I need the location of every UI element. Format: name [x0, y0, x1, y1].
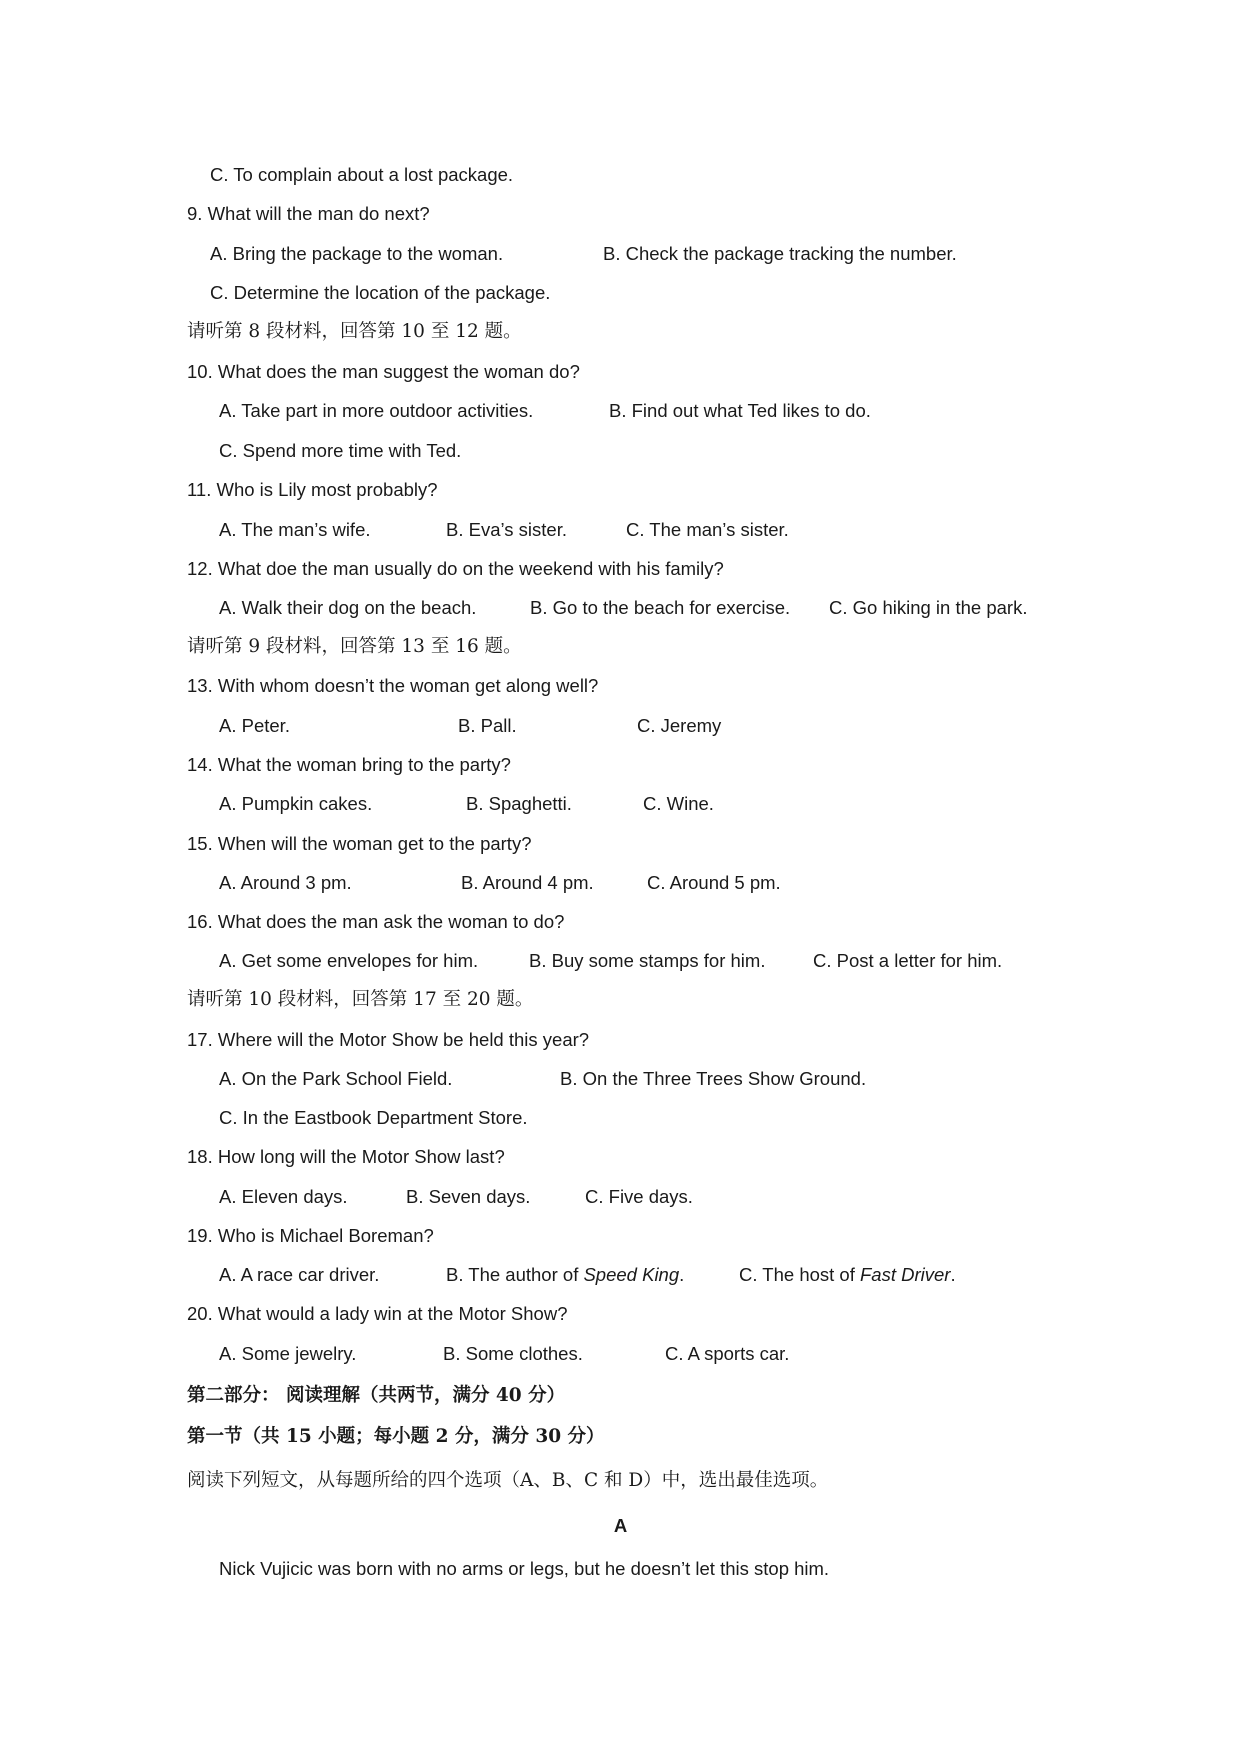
q14-stem: 14. What the woman bring to the party? [187, 754, 511, 775]
q9-stem: 9. What will the man do next? [187, 203, 430, 224]
q9-option-b: B. Check the package tracking the number. [603, 243, 957, 264]
q19-option-a: A. A race car driver. [219, 1264, 380, 1285]
q16-option-a: A. Get some envelopes for him. [219, 950, 479, 971]
q14-option-a: A. Pumpkin cakes. [219, 793, 373, 814]
q13-option-b: B. Pall. [458, 715, 517, 736]
q13-stem: 13. With whom doesn’t the woman get along well? [187, 675, 599, 696]
q12-option-a: A. Walk their dog on the beach. [219, 597, 477, 618]
q15-option-a: A. Around 3 pm. [219, 872, 352, 893]
q17-option-a: A. On the Park School Field. [219, 1068, 453, 1089]
q20-option-a: A. Some jewelry. [219, 1343, 357, 1364]
q18-option-b: B. Seven days. [406, 1186, 531, 1207]
q14-option-b: B. Spaghetti. [466, 793, 572, 814]
q12-stem: 12. What doe the man usually do on the weekend with his family? [187, 558, 724, 579]
listening-instruction-10: 请听第 10 段材料，回答第 17 至 20 题。 [187, 989, 534, 1010]
q19-option-b [446, 1263, 684, 1287]
q16-option-c: C. Post a letter for him. [813, 950, 1003, 971]
listening-instruction-8: 请听第 8 段材料，回答第 10 至 12 题。 [187, 321, 522, 342]
q19-option-b-title: Speed King [583, 1264, 680, 1285]
q17-option-b: B. On the Three Trees Show Ground. [560, 1068, 867, 1089]
q18-option-a: A. Eleven days. [219, 1186, 348, 1207]
q11-option-c: C. The man’s sister. [626, 519, 789, 540]
passage-label: A [613, 1515, 628, 1536]
q17-stem: 17. Where will the Motor Show be held this year? [187, 1029, 590, 1050]
q11-stem: 11. Who is Lily most probably? [187, 479, 438, 500]
q12-option-b: B. Go to the beach for exercise. [530, 597, 791, 618]
q19-option-c-title: Fast Driver [860, 1264, 951, 1285]
q16-stem: 16. What does the man ask the woman to do? [187, 911, 565, 932]
q12-option-c: C. Go hiking in the park. [829, 597, 1028, 618]
q19-option-b-prefix: B. The author of [446, 1264, 584, 1285]
listening-instruction-9: 请听第 9 段材料，回答第 13 至 16 题。 [187, 636, 522, 657]
q18-stem: 18. How long will the Motor Show last? [187, 1146, 505, 1167]
q19-stem: 19. Who is Michael Boreman? [187, 1225, 434, 1246]
q9-option-a: A. Bring the package to the woman. [210, 243, 504, 264]
q20-stem: 20. What would a lady win at the Motor Show? [187, 1303, 568, 1324]
reading-instruction: 阅读下列短文，从每题所给的四个选项（A、B、C 和 D）中，选出最佳选项。 [187, 1470, 829, 1491]
q10-option-b: B. Find out what Ted likes to do. [609, 400, 871, 421]
q18-option-c: C. Five days. [585, 1186, 693, 1207]
q15-option-c: C. Around 5 pm. [647, 872, 781, 893]
q19-option-c-suffix: . [950, 1264, 956, 1285]
q17-option-c: C. In the Eastbook Department Store. [219, 1107, 528, 1128]
part-two-heading: 第二部分： 阅读理解（共两节，满分 40 分） [187, 1385, 566, 1406]
passage-first-line: Nick Vujicic was born with no arms or legs, but he doesn’t let this stop him. [219, 1558, 830, 1579]
q15-option-b: B. Around 4 pm. [461, 872, 594, 893]
q10-option-a: A. Take part in more outdoor activities. [219, 400, 534, 421]
q16-option-b: B. Buy some stamps for him. [529, 950, 766, 971]
q11-option-b: B. Eva’s sister. [446, 519, 567, 540]
q8-option-c: C. To complain about a lost package. [210, 164, 514, 185]
section-one-heading: 第一节（共 15 小题；每小题 2 分，满分 30 分） [187, 1426, 605, 1447]
q19-option-c [739, 1263, 956, 1287]
q19-option-b-suffix: . [679, 1264, 685, 1285]
q13-option-c: C. Jeremy [637, 715, 722, 736]
q9-option-c: C. Determine the location of the package. [210, 282, 551, 303]
q15-stem: 15. When will the woman get to the party? [187, 833, 532, 854]
q14-option-c: C. Wine. [643, 793, 714, 814]
q20-option-c: C. A sports car. [665, 1343, 790, 1364]
q10-stem: 10. What does the man suggest the woman do? [187, 361, 580, 382]
q13-option-a: A. Peter. [219, 715, 290, 736]
q19-option-c-prefix: C. The host of [739, 1264, 860, 1285]
q20-option-b: B. Some clothes. [443, 1343, 583, 1364]
q10-option-c: C. Spend more time with Ted. [219, 440, 462, 461]
q11-option-a: A. The man’s wife. [219, 519, 371, 540]
